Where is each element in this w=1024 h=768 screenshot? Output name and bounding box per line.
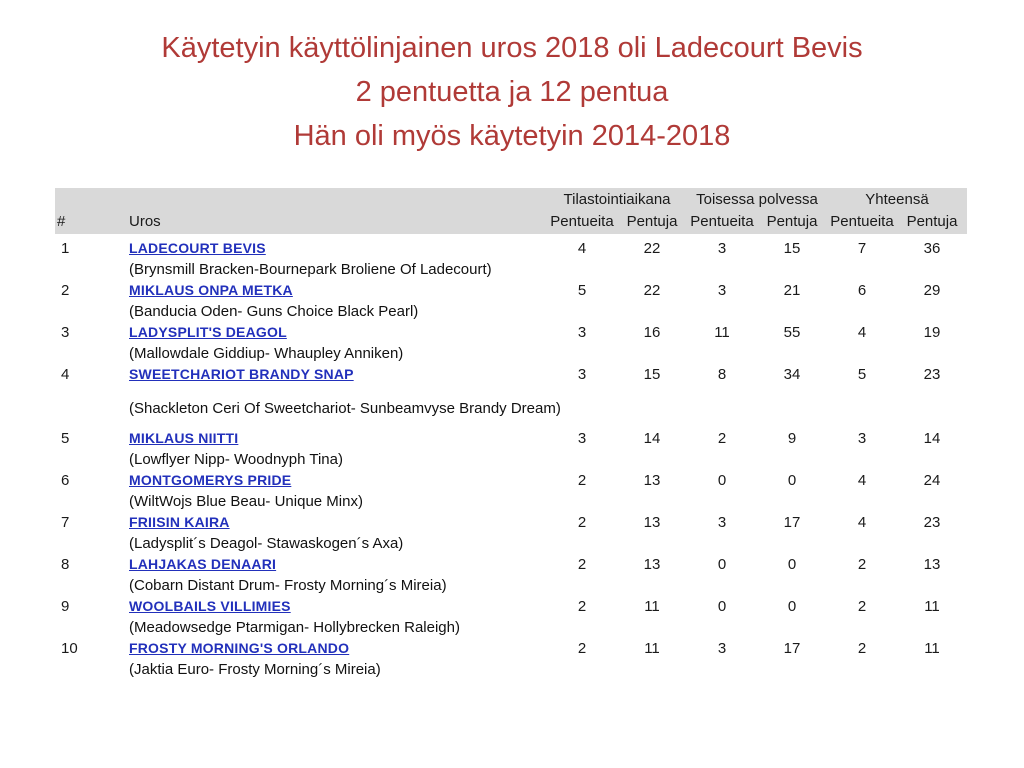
stat-value: 21: [783, 282, 801, 299]
table-row: [55, 364, 967, 419]
row-spacer: [55, 301, 115, 322]
row-parents-line: [55, 449, 967, 470]
row-spacer: [55, 617, 115, 638]
stat-value: 0: [787, 598, 797, 615]
dog-parents: (Mallowdale Giddiup- Whaupley Anniken): [129, 345, 404, 362]
stat-value: 13: [643, 514, 661, 531]
stat-value: 0: [717, 598, 727, 615]
stat-value: 3: [577, 430, 587, 447]
stat-value: 2: [857, 640, 867, 657]
stat-value: 2: [857, 598, 867, 615]
stat-value: 9: [787, 430, 797, 447]
dog-name-link[interactable]: LADYSPLIT'S DEAGOL: [129, 324, 287, 340]
row-name-line: [55, 364, 967, 385]
column-header-row: [55, 211, 967, 233]
row-name-cell: [115, 512, 547, 533]
row-name-line: [55, 428, 967, 449]
dog-parents: (Jaktia Euro- Frosty Morning´s Mireia): [129, 661, 381, 678]
column-group-yhteensa: Yhteensä: [865, 191, 929, 208]
column-header-pentueita-1: Pentueita: [550, 213, 614, 230]
page-title: [0, 26, 1024, 158]
table-row: [55, 596, 967, 638]
title-line-2: 2 pentuetta ja 12 pentua: [355, 76, 669, 108]
row-rank: 8: [61, 556, 70, 573]
stat-value: 8: [717, 366, 727, 383]
stat-value: 19: [923, 324, 941, 341]
stat-value: 3: [717, 282, 727, 299]
stat-value: 11: [644, 598, 660, 615]
stat-value: 14: [923, 430, 941, 447]
stat-value: 3: [717, 514, 727, 531]
stat-value: 13: [643, 556, 661, 573]
table-row: [55, 428, 967, 470]
stat-value: 0: [787, 556, 797, 573]
row-spacer: [55, 259, 115, 280]
row-parents-line: [55, 617, 967, 638]
dog-parents: (Banducia Oden- Guns Choice Black Pearl): [129, 303, 419, 320]
stat-value: 4: [577, 240, 587, 257]
row-name-line: [55, 280, 967, 301]
stats-table: [55, 188, 967, 680]
header-spacer: [115, 189, 547, 211]
stat-value: 11: [924, 640, 940, 657]
group-header-row: [55, 189, 967, 211]
stat-value: 5: [577, 282, 587, 299]
table-row: [55, 280, 967, 322]
stat-value: 13: [923, 556, 941, 573]
row-parents-line: [55, 575, 967, 596]
row-name-cell: [115, 554, 547, 575]
column-header-rank: #: [57, 213, 66, 230]
row-name-cell: [115, 322, 547, 343]
row-rank: 7: [61, 514, 70, 531]
table-body: [55, 238, 967, 680]
stat-value: 11: [924, 598, 940, 615]
row-rank: 1: [61, 240, 70, 257]
table-row: [55, 512, 967, 554]
row-parents-line: [55, 259, 967, 280]
stat-value: 17: [783, 514, 801, 531]
row-parents-line: [55, 659, 967, 680]
stat-value: 23: [923, 366, 941, 383]
dog-name-link[interactable]: LAHJAKAS DENAARI: [129, 556, 277, 572]
row-name-line: [55, 554, 967, 575]
stat-value: 2: [857, 556, 867, 573]
dog-parents: (Brynsmill Bracken-Bournepark Broliene Of Ladecourt): [129, 261, 492, 278]
row-name-line: [55, 238, 967, 259]
row-rank: 10: [61, 640, 78, 657]
table-row: [55, 554, 967, 596]
table-row: [55, 238, 967, 280]
stat-value: 11: [644, 640, 660, 657]
row-rank: 9: [61, 598, 70, 615]
row-rank: 5: [61, 430, 70, 447]
dog-parents: (Shackleton Ceri Of Sweetchariot- Sunbeamvyse Brandy Dream): [129, 400, 561, 417]
row-name-cell: [115, 470, 547, 491]
row-parents-line: [55, 491, 967, 512]
row-spacer: [55, 491, 115, 512]
dog-name-link[interactable]: FROSTY MORNING'S ORLANDO: [129, 640, 350, 656]
dog-parents: (Meadowsedge Ptarmigan- Hollybrecken Raleigh): [129, 619, 460, 636]
row-spacer: [55, 533, 115, 554]
stat-value: 0: [787, 472, 797, 489]
stat-value: 4: [857, 324, 867, 341]
stat-value: 6: [857, 282, 867, 299]
row-parents-line: [55, 398, 967, 419]
dog-parents: (WiltWojs Blue Beau- Unique Minx): [129, 493, 363, 510]
dog-name-link[interactable]: WOOLBAILS VILLIMIES: [129, 598, 291, 614]
stat-value: 0: [717, 472, 727, 489]
row-spacer: [55, 398, 115, 419]
table-header: [55, 188, 967, 234]
column-header-pentueita-3: Pentueita: [830, 213, 894, 230]
stat-value: 15: [643, 366, 661, 383]
stat-value: 2: [577, 640, 587, 657]
row-spacer: [55, 343, 115, 364]
stat-value: 22: [643, 240, 661, 257]
dog-name-link[interactable]: SWEETCHARIOT BRANDY SNAP: [129, 366, 354, 382]
stat-value: 2: [577, 598, 587, 615]
stat-value: 5: [857, 366, 867, 383]
stat-value: 3: [857, 430, 867, 447]
row-rank: 3: [61, 324, 70, 341]
column-header-uros: Uros: [129, 213, 161, 230]
row-name-line: [55, 322, 967, 343]
stat-value: 29: [923, 282, 941, 299]
stat-value: 2: [577, 556, 587, 573]
stat-value: 4: [857, 514, 867, 531]
row-name-cell: [115, 238, 547, 259]
table-row: [55, 470, 967, 512]
row-name-line: [55, 470, 967, 491]
stat-value: 34: [783, 366, 801, 383]
row-name-line: [55, 596, 967, 617]
dog-name-link[interactable]: MONTGOMERYS PRIDE: [129, 472, 292, 488]
dog-parents: (Cobarn Distant Drum- Frosty Morning´s Mireia): [129, 577, 447, 594]
row-parents-line: [55, 301, 967, 322]
row-name-cell: [115, 364, 547, 385]
column-header-pentuja-3: Pentuja: [906, 213, 958, 230]
stat-value: 36: [923, 240, 941, 257]
dog-parents: (Lowflyer Nipp- Woodnyph Tina): [129, 451, 343, 468]
stat-value: 24: [923, 472, 941, 489]
stat-value: 3: [577, 324, 587, 341]
stat-value: 22: [643, 282, 661, 299]
column-header-pentueita-2: Pentueita: [690, 213, 754, 230]
stat-value: 11: [714, 324, 730, 341]
row-rank: 4: [61, 366, 70, 383]
stat-value: 3: [717, 640, 727, 657]
column-header-pentuja-2: Pentuja: [766, 213, 818, 230]
dog-parents: (Ladysplit´s Deagol- Stawaskogen´s Axa): [129, 535, 404, 552]
title-line-1: Käytetyin käyttölinjainen uros 2018 oli Ladecourt Bevis: [161, 32, 863, 64]
stat-value: 7: [857, 240, 867, 257]
header-spacer: [55, 189, 115, 211]
row-parents-line: [55, 533, 967, 554]
stat-value: 17: [783, 640, 801, 657]
row-rank: 6: [61, 472, 70, 489]
row-parents-line: [55, 343, 967, 364]
stat-value: 2: [577, 514, 587, 531]
dog-name-link[interactable]: MIKLAUS NIITTI: [129, 430, 239, 446]
table-row: [55, 638, 967, 680]
row-name-line: [55, 512, 967, 533]
stat-value: 0: [717, 556, 727, 573]
column-group-tilastointiaikana: Tilastointiaikana: [563, 191, 671, 208]
row-name-cell: [115, 638, 547, 659]
stat-value: 16: [643, 324, 661, 341]
dog-name-link[interactable]: FRIISIN KAIRA: [129, 514, 230, 530]
row-spacer: [55, 659, 115, 680]
dog-name-link[interactable]: LADECOURT BEVIS: [129, 240, 266, 256]
stat-value: 14: [643, 430, 661, 447]
row-name-cell: [115, 596, 547, 617]
stat-value: 15: [783, 240, 801, 257]
column-group-toisessa-polvessa: Toisessa polvessa: [696, 191, 818, 208]
column-header-pentuja-1: Pentuja: [626, 213, 678, 230]
table-row: [55, 322, 967, 364]
stat-value: 3: [717, 240, 727, 257]
stat-value: 2: [717, 430, 727, 447]
row-name-cell: [115, 428, 547, 449]
title-line-3: Hän oli myös käytetyin 2014-2018: [293, 120, 731, 152]
stat-value: 2: [577, 472, 587, 489]
stat-value: 3: [577, 366, 587, 383]
dog-name-link[interactable]: MIKLAUS ONPA METKA: [129, 282, 293, 298]
stat-value: 13: [643, 472, 661, 489]
row-name-line: [55, 638, 967, 659]
row-spacer: [55, 575, 115, 596]
row-spacer: [55, 449, 115, 470]
stat-value: 23: [923, 514, 941, 531]
stat-value: 4: [857, 472, 867, 489]
stat-value: 55: [783, 324, 801, 341]
row-rank: 2: [61, 282, 70, 299]
row-name-cell: [115, 280, 547, 301]
